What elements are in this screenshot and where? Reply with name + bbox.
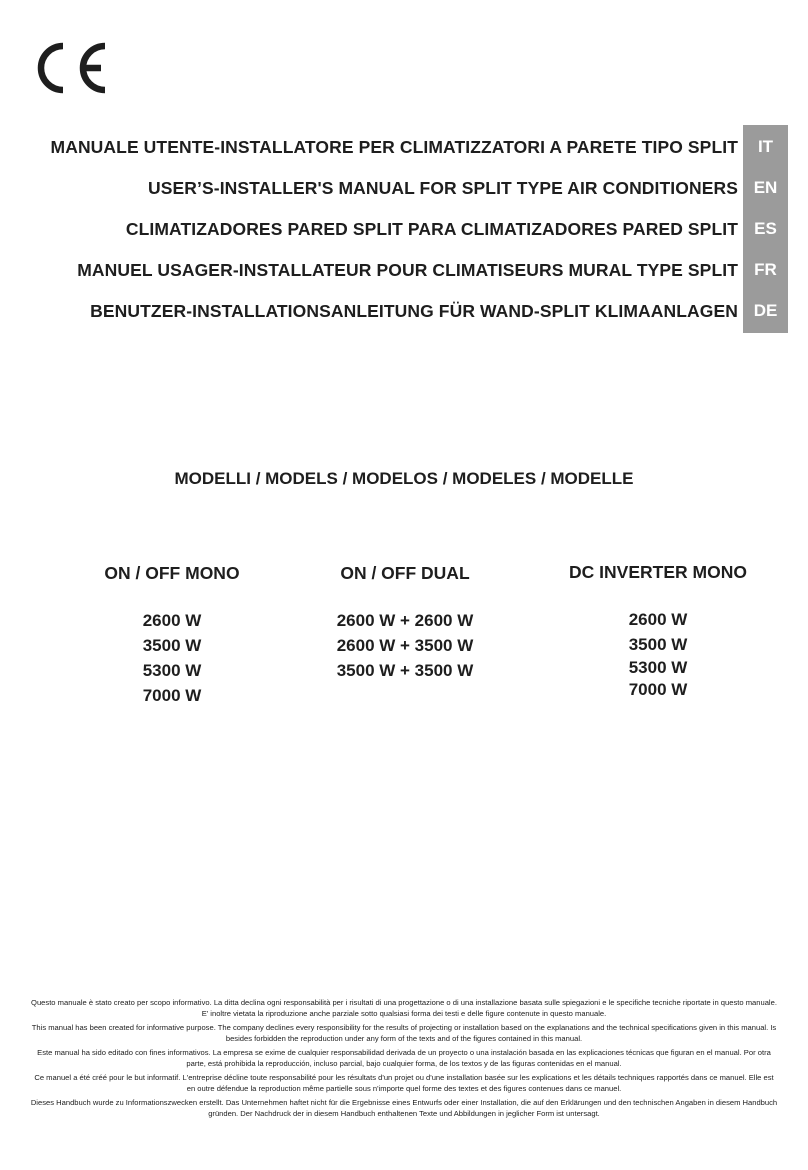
- power-list: [553, 607, 763, 701]
- power-list: [82, 608, 262, 708]
- title-row-es: [0, 207, 808, 251]
- column-on-off-mono: [82, 563, 262, 708]
- power-item: 7000 W: [628, 680, 688, 699]
- column-on-off-dual: [305, 563, 505, 683]
- title-row-de: [0, 289, 808, 333]
- ce-mark-icon: [30, 38, 108, 98]
- power-item: 2600 W: [142, 611, 202, 630]
- power-list: [305, 608, 505, 683]
- lang-tab-en: EN: [743, 166, 788, 210]
- power-item: 3500 W + 3500 W: [336, 661, 474, 680]
- title-text: BENUTZER-INSTALLATIONSANLEITUNG FÜR WAND-SPLIT KLIMAANLAGEN: [90, 301, 738, 321]
- column-header: ON / OFF DUAL: [340, 563, 470, 583]
- title-text: USER’S-INSTALLER'S MANUAL FOR SPLIT TYPE AIR CONDITIONERS: [148, 178, 738, 198]
- lang-tab-es: ES: [743, 207, 788, 251]
- column-header: DC INVERTER MONO: [569, 562, 747, 582]
- title-text: CLIMATIZADORES PARED SPLIT PARA CLIMATIZADORES PARED SPLIT: [125, 219, 738, 239]
- disclaimer-de: Dieses Handbuch wurde zu Informationszwecken erstellt. Das Unternehmen haftet nicht für die Ergebnisse eines Entwurfs oder einer Installation, die auf den Erklärungen und den technischen Angaben in diesem Handbuch gründen. Der Nachdruck der in diesem Handbuch enthaltenen Texte und Abbildungen in jeglicher Form ist untersagt.: [30, 1098, 778, 1118]
- power-item: 2600 W + 2600 W: [336, 611, 474, 630]
- disclaimers: [30, 998, 778, 1123]
- column-header: ON / OFF MONO: [104, 563, 240, 583]
- lang-tab-fr: FR: [743, 248, 788, 292]
- power-item: 5300 W: [142, 661, 202, 680]
- disclaimer-fr: Ce manuel a été créé pour le but informatif. L'entreprise décline toute responsabilité pour les résultats d'un projet ou d'une installation basée sur les explications et les détails techniques rapportés dans ce manuel. Elle est en outre défendue la reproduction même partielle sous n'importe quel forme des textes et des figures contenues dans ce manuel.: [34, 1073, 774, 1093]
- power-item: 7000 W: [142, 686, 202, 705]
- power-item: 2600 W: [628, 610, 688, 629]
- column-dc-inverter-mono: [553, 562, 763, 701]
- power-item: 3500 W: [142, 636, 202, 655]
- disclaimer-it: Questo manuale è stato creato per scopo informativo. La ditta declina ogni responsabilità per i risultati di una progettazione o di una installazione basata sulle spiegazioni e le specifiche tecniche riportate in questo manuale. E’ inoltre vietata la riproduzione anche parziale sotto qualsiasi forma dei testi e delle figure contenute in questo manuale.: [31, 998, 777, 1018]
- power-item: 3500 W: [628, 635, 688, 654]
- title-row-it: [0, 125, 808, 169]
- power-item: 5300 W: [628, 658, 688, 677]
- power-item: 2600 W + 3500 W: [336, 636, 474, 655]
- lang-tab-it: IT: [743, 125, 788, 169]
- title-text: MANUEL USAGER-INSTALLATEUR POUR CLIMATISEURS MURAL TYPE SPLIT: [77, 260, 738, 280]
- title-row-fr: [0, 248, 808, 292]
- title-row-en: [0, 166, 808, 210]
- lang-tab-de: DE: [743, 289, 788, 333]
- title-text: MANUALE UTENTE-INSTALLATORE PER CLIMATIZZATORI A PARETE TIPO SPLIT: [50, 137, 738, 157]
- models-heading: MODELLI / MODELS / MODELOS / MODELES / MODELLE: [174, 469, 634, 488]
- disclaimer-en: This manual has been created for informative purpose. The company declines every responsibility for the results of projecting or installation based on the explanations and the technical specifications given in this manual. Is besides forbidden the reproduction under any form of the texts and of the figures contained in this manual.: [31, 1023, 777, 1043]
- disclaimer-es: Este manual ha sido editado con fines informativos. La empresa se exime de cualquier responsabilidad derivada de un proyecto o una instalación basada en las explicaciones técnicas que figuran en el manual. Por otra parte, está prohibida la reproducción, incluso parcial, bajo cualquier forma, de los textos y de las figuras contenidas en el manual.: [37, 1048, 771, 1068]
